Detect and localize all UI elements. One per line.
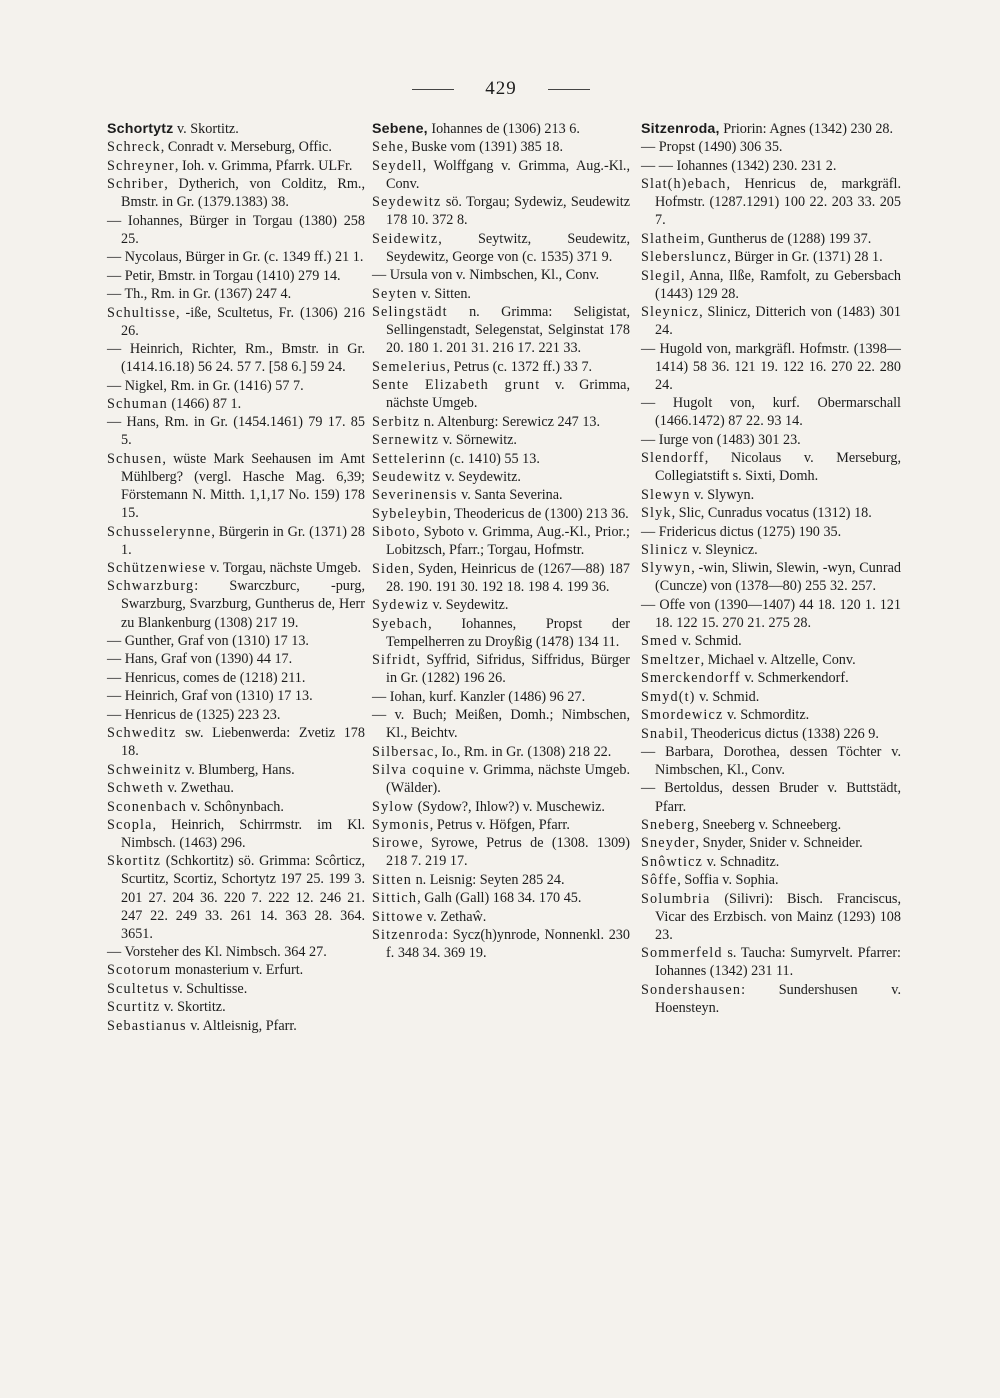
entry-text: v. Slywyn.	[690, 486, 755, 503]
entry-headword: Selingstädt	[372, 304, 448, 321]
index-entry	[107, 157, 365, 175]
index-entry	[641, 303, 901, 339]
entry-text: — Heinrich, Graf von (1310) 17 13.	[107, 688, 313, 705]
entry-headword: Schweditz	[107, 725, 177, 742]
index-entry	[641, 449, 901, 485]
entry-headword: Smeltzer	[641, 651, 701, 668]
index-entry	[372, 615, 630, 651]
entry-headword: Silva coquine	[372, 762, 466, 779]
index-entry	[372, 798, 630, 816]
entry-text: — Gunther, Graf von (1310) 17 13.	[107, 632, 309, 649]
entry-headword: Scotorum	[107, 962, 172, 979]
entry-headword: Severinensis	[372, 487, 458, 504]
index-entry	[372, 505, 630, 523]
entry-text: , Michael v. Altzelle, Conv.	[700, 651, 856, 668]
entry-text: , Sneeberg v. Schneeberg.	[695, 816, 842, 833]
entry-headword: Schuman	[107, 396, 168, 412]
entry-text: sö. Torgau; Sydewiz, Seudewitz 178 10. 372 8.	[386, 194, 630, 229]
index-entry	[641, 541, 901, 559]
entry-headword: Scultetus	[107, 980, 170, 997]
entry-text: v. Schmorditz.	[723, 707, 810, 724]
entry-text: , -iße, Scultetus, Fr. (1306) 216 26.	[121, 304, 365, 339]
entry-text: Priorin: Agnes (1342) 230 28.	[719, 121, 894, 137]
entry-text: , Bürger in Gr. (1371) 28 1.	[727, 249, 883, 266]
index-entry	[372, 926, 630, 962]
entry-text: n. Leisnig: Seyten 285 24.	[412, 871, 565, 888]
entry-headword: Sebene,	[372, 121, 428, 137]
index-entry	[372, 450, 630, 468]
entry-headword: Smordewicz	[641, 707, 724, 724]
entry-text: — Hans, Rm. in Gr. (1454.1461) 79 17. 85 5.	[107, 414, 365, 449]
entry-headword: Sylow	[372, 798, 415, 815]
index-entry	[641, 486, 901, 504]
entry-text: v. Seydewitz.	[428, 597, 509, 614]
entry-text: v. Skortitz.	[173, 121, 239, 137]
index-entry	[107, 120, 365, 138]
index-entry	[107, 798, 365, 816]
entry-headword: Sybeleybin	[372, 505, 448, 522]
index-entry	[641, 230, 901, 248]
index-entry	[372, 193, 630, 229]
index-entry	[641, 853, 901, 871]
entry-headword: Sôffe	[641, 872, 678, 889]
index-entry	[641, 651, 901, 669]
index-entry	[641, 743, 901, 779]
index-entry	[372, 816, 630, 834]
entry-text: — Hugolt von, kurf. Obermarschall (1466.1472) 87 22. 93 14.	[641, 395, 901, 430]
index-entry	[372, 523, 630, 559]
entry-headword: Slewyn	[641, 486, 691, 503]
entry-headword: Schultisse	[107, 304, 177, 321]
index-entry	[107, 304, 365, 340]
entry-text: — Nycolaus, Bürger in Gr. (c. 1349 ff.) 21 1.	[107, 249, 364, 266]
index-entry	[641, 890, 901, 944]
entry-headword: Slegil	[641, 267, 682, 284]
entry-headword: Scurtitz	[107, 999, 161, 1016]
entry-text: , Slinicz, Ditterich von (1483) 301 24.	[655, 304, 901, 339]
index-entry	[641, 394, 901, 430]
index-entry	[372, 120, 630, 138]
entry-text: Iohannes de (1306) 213 6.	[427, 121, 580, 137]
entry-headword: Seidewitz	[372, 230, 439, 247]
entry-headword: Settelerinn	[372, 450, 447, 467]
index-entry	[372, 230, 630, 266]
index-entry	[641, 431, 901, 449]
entry-headword: Schützenwiese	[107, 559, 207, 576]
index-entry	[107, 523, 365, 559]
entry-text: v. Schnaditz.	[703, 853, 780, 870]
index-entry	[641, 267, 901, 303]
entry-headword: Sifridt	[372, 652, 417, 669]
entry-text: — Petir, Bmstr. in Torgau (1410) 279 14.	[107, 267, 341, 284]
index-entry	[641, 944, 901, 980]
index-entry	[107, 212, 365, 248]
entry-text: — Henricus, comes de (1218) 211.	[107, 669, 306, 686]
entry-text: , Io., Rm. in Gr. (1308) 218 22.	[434, 743, 612, 760]
entry-headword: Syebach	[372, 615, 429, 632]
index-entry	[107, 340, 365, 376]
index-entry	[641, 816, 901, 834]
entry-headword: Schweth	[107, 780, 164, 797]
index-entry	[107, 577, 365, 631]
entry-text: , -win, Sliwin, Slewin, -wyn, Cunrad (Cuncze) von (1378—80) 255 32. 257.	[655, 560, 901, 595]
index-entry	[372, 706, 630, 742]
index-entry	[107, 961, 365, 979]
entry-headword: Slebersluncz	[641, 249, 728, 266]
entry-text: v. Grimma, nächste Umgeb. (Wälder).	[386, 762, 630, 797]
entry-text: — Iurge von (1483) 301 23.	[641, 431, 801, 448]
entry-text: v. Schmid.	[677, 633, 742, 650]
entry-text: — — Iohannes (1342) 230. 231 2.	[641, 157, 837, 174]
index-entry	[372, 486, 630, 504]
entry-text: v. Schmid.	[695, 688, 760, 705]
index-entry	[641, 871, 901, 889]
index-entry	[107, 724, 365, 760]
entry-text: , Conradt v. Merseburg, Offic.	[160, 139, 332, 156]
entry-text: s. Taucha: Sumyrvelt. Pfarrer: Iohannes (1342) 231 11.	[655, 945, 901, 980]
index-entry	[107, 669, 365, 687]
entry-text: — Henricus de (1325) 223 23.	[107, 706, 281, 723]
entry-text: , Petrus v. Höfgen, Pfarr.	[429, 816, 570, 833]
entry-headword: Smyd(t)	[641, 688, 696, 705]
entry-text: , Syrowe, Petrus de (1308. 1309) 218 7. 219 17.	[386, 835, 630, 870]
index-entry	[641, 632, 901, 650]
index-entry	[107, 395, 365, 413]
entry-headword: Sneyder	[641, 835, 696, 852]
entry-text: — v. Buch; Meißen, Domh.; Nimbschen, Kl., Beichtv.	[372, 707, 630, 742]
entry-headword: Serbitz	[372, 413, 421, 430]
entry-text: v. Zethaŵ.	[423, 908, 487, 925]
entry-text: , Theodericus de (1300) 213 36.	[447, 505, 629, 522]
index-entry	[641, 725, 901, 743]
entry-headword: Sirowe	[372, 835, 420, 852]
index-entry	[641, 688, 901, 706]
entry-text: sw. Liebenwerda: Zvetiz 178 18.	[121, 725, 365, 760]
entry-headword: Schreck	[107, 139, 161, 156]
entry-text: — Vorsteher des Kl. Nimbsch. 364 27.	[107, 944, 327, 961]
index-entry	[641, 340, 901, 394]
header-rule-left	[412, 89, 454, 90]
index-column-3	[641, 120, 901, 1017]
entry-text: , Syden, Heinricus de (1267—88) 187 28. 190. 191 30. 192 18. 198 4. 199 36.	[386, 560, 630, 595]
entry-headword: Smerckendorff	[641, 670, 741, 687]
entry-text: , Heinrich, Schirrmstr. im Kl. Nimbsch. (1463) 296.	[121, 816, 365, 851]
index-entry	[372, 908, 630, 926]
entry-text: — Barbara, Dorothea, dessen Töchter v. Nimbschen, Kl., Conv.	[641, 743, 901, 779]
entry-text: , Buske vom (1391) 385 18.	[404, 139, 564, 156]
entry-headword: Symonis	[372, 816, 430, 833]
index-entry	[641, 981, 901, 1017]
index-entry	[107, 248, 365, 266]
entry-text: — Ursula von v. Nimbschen, Kl., Conv.	[372, 267, 600, 284]
entry-text: — Offe von (1390—1407) 44 18. 120 1. 121 18. 122 15. 270 21. 275 28.	[641, 596, 901, 631]
entry-headword: Skortitz	[107, 853, 162, 870]
entry-text: — Fridericus dictus (1275) 190 35.	[641, 523, 842, 540]
entry-headword: Sebastianus	[107, 1017, 187, 1034]
index-entry	[372, 761, 630, 797]
entry-text: , wüste Mark Seehausen im Amt Mühlberg? (vergl. Hasche Mag. 6,39; Förstemann N. Mitth. 1,1,17 No. 159) 178 15.	[121, 450, 365, 522]
entry-headword: Siboto	[372, 524, 416, 541]
index-entry	[107, 980, 365, 998]
entry-headword: Sittowe	[372, 908, 424, 925]
entry-text: v. Sleynicz.	[688, 541, 758, 558]
entry-text: , Petrus (c. 1372 ff.) 33 7.	[446, 358, 593, 375]
index-entry	[372, 266, 630, 284]
entry-headword: Snabil	[641, 725, 685, 742]
entry-text: — Nigkel, Rm. in Gr. (1416) 57 7.	[107, 377, 304, 394]
index-entry	[641, 706, 901, 724]
index-entry	[372, 358, 630, 376]
index-entry	[372, 468, 630, 486]
entry-text: v. Sitten.	[417, 285, 471, 302]
entry-text: n. Altenburg: Serewicz 247 13.	[420, 413, 601, 430]
entry-headword: Slatheim	[641, 230, 701, 247]
entry-text: — Iohan, kurf. Kanzler (1486) 96 27.	[372, 688, 586, 705]
entry-text: , Syboto v. Grimma, Aug.-Kl., Prior.; Lobitzsch, Pfarr.; Torgau, Hofmstr.	[386, 524, 630, 559]
index-entry	[107, 852, 365, 942]
entry-text: — Hugold von, markgräfl. Hofmstr. (1398—1414) 58 36. 121 19. 122 16. 270 22. 280 24.	[641, 340, 901, 393]
entry-text: , Nicolaus v. Merseburg, Collegiatstift s. Sixti, Domh.	[655, 450, 901, 485]
entry-headword: Schusen	[107, 450, 163, 467]
entry-text: (Sydow?, Ihlow?) v. Muschewiz.	[414, 798, 605, 815]
entry-text: , Iohannes, Propst der Tempelherren zu Droyßig (1478) 134 11.	[386, 615, 630, 650]
entry-headword: Sitzenroda	[372, 927, 445, 944]
entry-headword: Sittich	[372, 890, 418, 907]
entry-headword: Smed	[641, 633, 678, 650]
index-entry	[107, 559, 365, 577]
index-entry	[372, 138, 630, 156]
index-entry	[641, 248, 901, 266]
entry-text: : Sundershusen v. Hoensteyn.	[655, 981, 901, 1016]
entry-headword: Slat(h)ebach	[641, 176, 727, 193]
index-entry	[372, 596, 630, 614]
index-entry	[372, 743, 630, 761]
entry-headword: Sconenbach	[107, 798, 188, 815]
entry-text: , Ioh. v. Grimma, Pfarrk. ULFr.	[174, 157, 353, 174]
index-entry	[372, 688, 630, 706]
entry-headword: Sehe	[372, 139, 405, 156]
entry-text: v. Torgau, nächste Umgeb.	[206, 559, 362, 576]
entry-headword: Slyk	[641, 505, 672, 522]
entry-text: , Theodericus dictus (1338) 226 9.	[684, 725, 879, 742]
index-entry	[107, 687, 365, 705]
entry-text: , Bürgerin in Gr. (1371) 28 1.	[121, 523, 365, 558]
entry-text: , Henricus de, markgräfl. Hofmstr. (1287.1291) 100 22. 203 33. 205 7.	[655, 176, 901, 229]
index-entry	[372, 834, 630, 870]
index-entry	[107, 761, 365, 779]
entry-text: , Galh (Gall) 168 34. 170 45.	[417, 890, 582, 907]
entry-headword: Semelerius	[372, 358, 447, 375]
entry-text: v. Sörnewitz.	[439, 432, 517, 449]
index-entry	[107, 816, 365, 852]
entry-headword: Solumbria	[641, 890, 711, 907]
entry-text: : Sycz(h)ynrode, Nonnenkl. 230 f. 348 34. 369 19.	[386, 927, 630, 962]
entry-headword: Seydell	[372, 157, 423, 174]
entry-text: , Wolffgang v. Grimma, Aug.-Kl., Conv.	[386, 157, 630, 192]
index-entry	[107, 377, 365, 395]
entry-text: : Swarczburc, -purg, Swarzburg, Svarzburg, Guntherus de, Herr zu Blankenburg (1308) 217 19.	[121, 578, 365, 631]
entry-headword: Sitten	[372, 871, 413, 888]
entry-text: v. Schultisse.	[169, 980, 248, 997]
entry-headword: Sydewiz	[372, 597, 429, 614]
entry-headword: Slywyn	[641, 560, 692, 577]
index-entry	[107, 632, 365, 650]
index-entry	[107, 138, 365, 156]
index-entry	[641, 120, 901, 138]
index-entry	[372, 376, 630, 412]
entry-headword: Siden	[372, 560, 411, 577]
entry-headword: Slendorff	[641, 450, 705, 467]
page-header	[0, 78, 1000, 102]
index-entry	[372, 157, 630, 193]
entry-text: , Anna, Ilße, Ramfolt, zu Gebersbach (1443) 129 28.	[655, 267, 901, 302]
entry-headword: Silbersac	[372, 743, 435, 760]
index-entry	[107, 1017, 365, 1035]
entry-text: , Slic, Cunradus vocatus (1312) 18.	[671, 505, 872, 522]
entry-headword: Sitzenroda,	[641, 121, 720, 137]
entry-text: , Snyder, Snider v. Schneider.	[695, 835, 863, 852]
header-rule-right	[548, 89, 590, 90]
entry-text: v. Santa Severina.	[457, 487, 563, 504]
entry-text: (Silivri): Bisch. Franciscus, Vicar des Erzbisch. von Mainz (1293) 108 23.	[655, 890, 901, 943]
index-entry	[372, 431, 630, 449]
entry-text: , Seytwitz, Seudewitz, Seydewitz, George von (c. 1535) 371 9.	[386, 230, 630, 265]
entry-text: v. Seydewitz.	[441, 468, 521, 485]
index-column-2	[372, 120, 630, 963]
entry-headword: Schreyner	[107, 157, 175, 174]
entry-text: — Iohannes, Bürger in Torgau (1380) 258 25.	[107, 212, 365, 247]
index-entry	[641, 834, 901, 852]
entry-text: (Schkortitz) sö. Grimma: Scôrticz, Scurtitz, Scortiz, Schortytz 197 25. 199 3. 201 27. 204 36. 220 7. 222 12. 246 21. 247 22. 249 33. 261 14. 363 28. 364. 3651.	[121, 853, 365, 942]
index-entry	[107, 943, 365, 961]
entry-headword: Scopla	[107, 816, 153, 833]
entry-text: v. Blumberg, Hans.	[181, 761, 295, 778]
entry-text: v. Schônynbach.	[187, 798, 284, 815]
index-entry	[641, 596, 901, 632]
entry-headword: Schweinitz	[107, 761, 182, 778]
entry-headword: Schwarzburg	[107, 578, 195, 595]
entry-text: v. Schmerkendorf.	[740, 670, 849, 687]
index-entry	[641, 559, 901, 595]
entry-headword: Slinicz	[641, 541, 689, 558]
entry-headword: Sleynicz	[641, 304, 700, 321]
entry-headword: Snôwticz	[641, 853, 704, 870]
entry-text: — Heinrich, Richter, Rm., Bmstr. in Gr. (1414.16.18) 56 24. 57 7. [58 6.] 59 24.	[107, 341, 365, 376]
entry-headword: Seyten	[372, 285, 418, 302]
page-number: 429	[485, 78, 517, 99]
entry-text: — Bertoldus, dessen Bruder v. Buttstädt, Pfarr.	[641, 780, 901, 815]
entry-headword: Sondershausen	[641, 981, 742, 998]
index-entry	[107, 779, 365, 797]
entry-text: v. Altleisnig, Pfarr.	[186, 1017, 297, 1034]
entry-headword: Seydewitz	[372, 194, 442, 211]
index-entry	[641, 504, 901, 522]
entry-headword: Schriber	[107, 176, 165, 193]
entry-text: v. Skortitz.	[160, 999, 226, 1016]
entry-text: , Soffia v. Sophia.	[677, 872, 779, 889]
entry-text: n. Grimma: Seligistat, Sellingenstadt, Selegenstat, Selginstat 178 20. 180 1. 201 31. 216 17. 221 33.	[386, 304, 630, 357]
entry-text: — Th., Rm. in Gr. (1367) 247 4.	[107, 286, 292, 303]
entry-headword: Sente Elizabeth grunt	[372, 377, 541, 394]
index-entry	[641, 138, 901, 156]
index-entry	[372, 285, 630, 303]
entry-headword: Schortytz	[107, 121, 174, 137]
entry-text: v. Zwethau.	[163, 780, 234, 797]
entry-text: (c. 1410) 55 13.	[446, 450, 540, 467]
entry-text: , Guntherus de (1288) 199 37.	[700, 230, 872, 247]
entry-text: (1466) 87 1.	[167, 396, 242, 412]
index-entry	[107, 413, 365, 449]
index-entry	[372, 303, 630, 357]
index-entry	[641, 523, 901, 541]
entry-text: monasterium v. Erfurt.	[171, 962, 304, 979]
entry-text: — Propst (1490) 306 35.	[641, 139, 783, 156]
index-entry	[641, 175, 901, 229]
entry-headword: Seudewitz	[372, 468, 442, 485]
index-entry	[107, 450, 365, 522]
index-entry	[372, 651, 630, 687]
entry-headword: Sommerfeld	[641, 945, 723, 962]
entry-text: , Dytherich, von Colditz, Rm., Bmstr. in Gr. (1379.1383) 38.	[121, 176, 365, 211]
index-entry	[641, 669, 901, 687]
entry-headword: Sneberg	[641, 816, 696, 833]
index-entry	[107, 650, 365, 668]
index-column-1	[107, 120, 365, 1035]
entry-headword: Schusselerynne	[107, 523, 212, 540]
entry-text: v. Grimma, nächste Umgeb.	[386, 377, 630, 412]
index-entry	[107, 267, 365, 285]
index-entry	[107, 285, 365, 303]
entry-text: , Syffrid, Sifridus, Siffridus, Bürger in Gr. (1282) 196 26.	[386, 652, 630, 687]
index-entry	[372, 413, 630, 431]
entry-headword: Sernewitz	[372, 432, 440, 449]
index-entry	[107, 998, 365, 1016]
index-entry	[372, 889, 630, 907]
index-entry	[641, 779, 901, 815]
index-entry	[641, 157, 901, 175]
entry-text: — Hans, Graf von (1390) 44 17.	[107, 651, 293, 668]
index-entry	[372, 871, 630, 889]
index-entry	[107, 706, 365, 724]
index-entry	[372, 560, 630, 596]
index-entry	[107, 175, 365, 211]
